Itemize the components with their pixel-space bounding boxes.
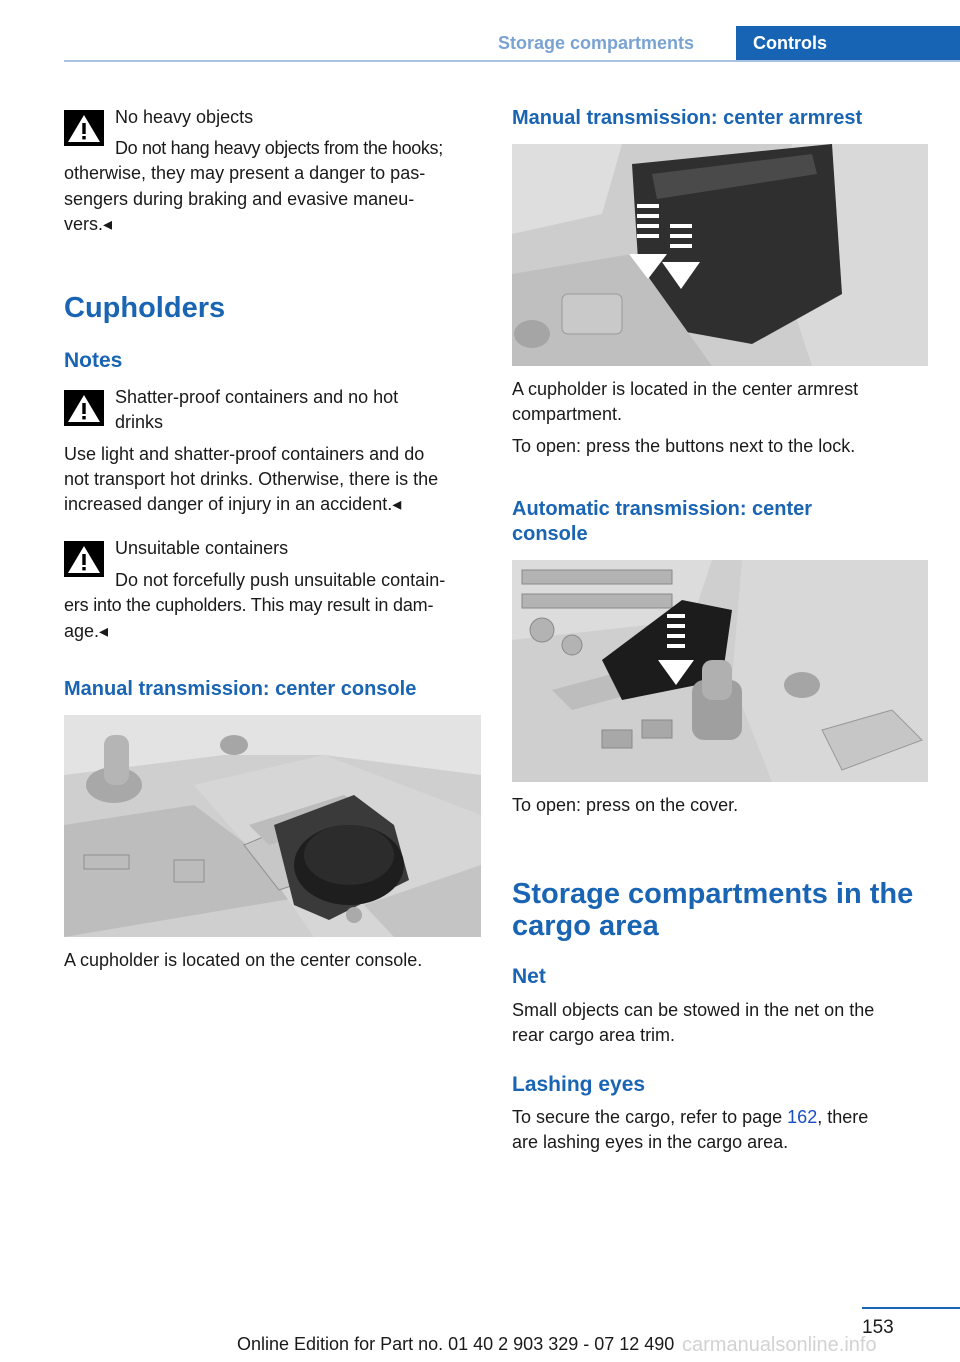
page-162-link[interactable]: 162 bbox=[787, 1107, 818, 1127]
lashing-eyes-heading: Lashing eyes bbox=[512, 1073, 646, 1096]
page-number: 153 bbox=[862, 1317, 894, 1338]
warning-text-line: not transport hot drinks. Otherwise, there is the bbox=[64, 469, 439, 489]
manual-console-caption: A cupholder is located on the center console. bbox=[64, 950, 423, 970]
warning-text-line: Do not forcefully push unsuitable contain- bbox=[115, 570, 446, 590]
lashing-text-line bbox=[512, 1105, 868, 1131]
armrest-text-line: A cupholder is located in the center armrest bbox=[512, 379, 859, 399]
warning-title-line: Shatter-proof containers and no hot bbox=[115, 387, 399, 407]
warning-text-line: otherwise, they may present a danger to pas- bbox=[64, 163, 426, 183]
warning-title-heavy-objects: No heavy objects bbox=[115, 107, 254, 127]
watermark: carmanualsonline.info bbox=[682, 1334, 877, 1356]
center-armrest-image bbox=[512, 144, 928, 366]
armrest-text-line: compartment. bbox=[512, 404, 623, 424]
warning-text-line: age.◂ bbox=[64, 621, 109, 641]
cargo-heading-line: Storage compartments in the bbox=[512, 878, 914, 910]
warning-triangle-icon bbox=[64, 390, 104, 426]
header-rule bbox=[64, 60, 960, 62]
warning-text-line: Do not hang heavy objects from the hooks; bbox=[115, 138, 443, 158]
cargo-heading-line: cargo area bbox=[512, 910, 659, 942]
auto-console-heading-line: console bbox=[512, 523, 588, 545]
automatic-console-cover-image bbox=[512, 560, 928, 782]
warning-triangle-icon bbox=[64, 110, 104, 146]
net-text-line: rear cargo area trim. bbox=[512, 1025, 676, 1045]
warning-text-line: increased danger of injury in an accident.◂ bbox=[64, 494, 402, 514]
manual-console-heading: Manual transmission: center console bbox=[64, 678, 417, 700]
cupholders-heading: Cupholders bbox=[64, 292, 226, 324]
warning-triangle-icon bbox=[64, 541, 104, 577]
net-heading: Net bbox=[512, 965, 546, 988]
edition-text: Online Edition for Part no. 01 40 2 903 329 - 07 12 490 bbox=[237, 1334, 675, 1354]
header-tab-label: Controls bbox=[753, 33, 827, 53]
auto-console-heading-line: Automatic transmission: center bbox=[512, 498, 813, 520]
auto-console-open-instruction: To open: press on the cover. bbox=[512, 795, 739, 815]
header-section-title: Storage compartments bbox=[498, 33, 695, 53]
lashing-text-post: , there bbox=[817, 1107, 869, 1127]
header-tab-controls bbox=[736, 26, 960, 62]
warning-text-line: ers into the cupholders. This may result in dam- bbox=[64, 595, 434, 615]
footer-rule bbox=[862, 1307, 960, 1309]
notes-heading: Notes bbox=[64, 349, 123, 372]
lashing-text-pre: To secure the cargo, refer to page bbox=[512, 1107, 788, 1127]
center-console-cupholder-image bbox=[64, 715, 481, 937]
lashing-text-line: are lashing eyes in the cargo area. bbox=[512, 1132, 789, 1152]
net-text-line: Small objects can be stowed in the net on the bbox=[512, 1000, 875, 1020]
warning-title-line: drinks bbox=[115, 412, 164, 432]
armrest-heading: Manual transmission: center armrest bbox=[512, 107, 863, 129]
armrest-open-instruction: To open: press the buttons next to the lock. bbox=[512, 436, 856, 456]
warning-title-unsuitable-containers: Unsuitable containers bbox=[115, 538, 289, 558]
warning-text-line: sengers during braking and evasive maneu- bbox=[64, 189, 415, 209]
warning-text-line: vers.◂ bbox=[64, 214, 113, 234]
warning-text-line: Use light and shatter-proof containers and do bbox=[64, 444, 425, 464]
